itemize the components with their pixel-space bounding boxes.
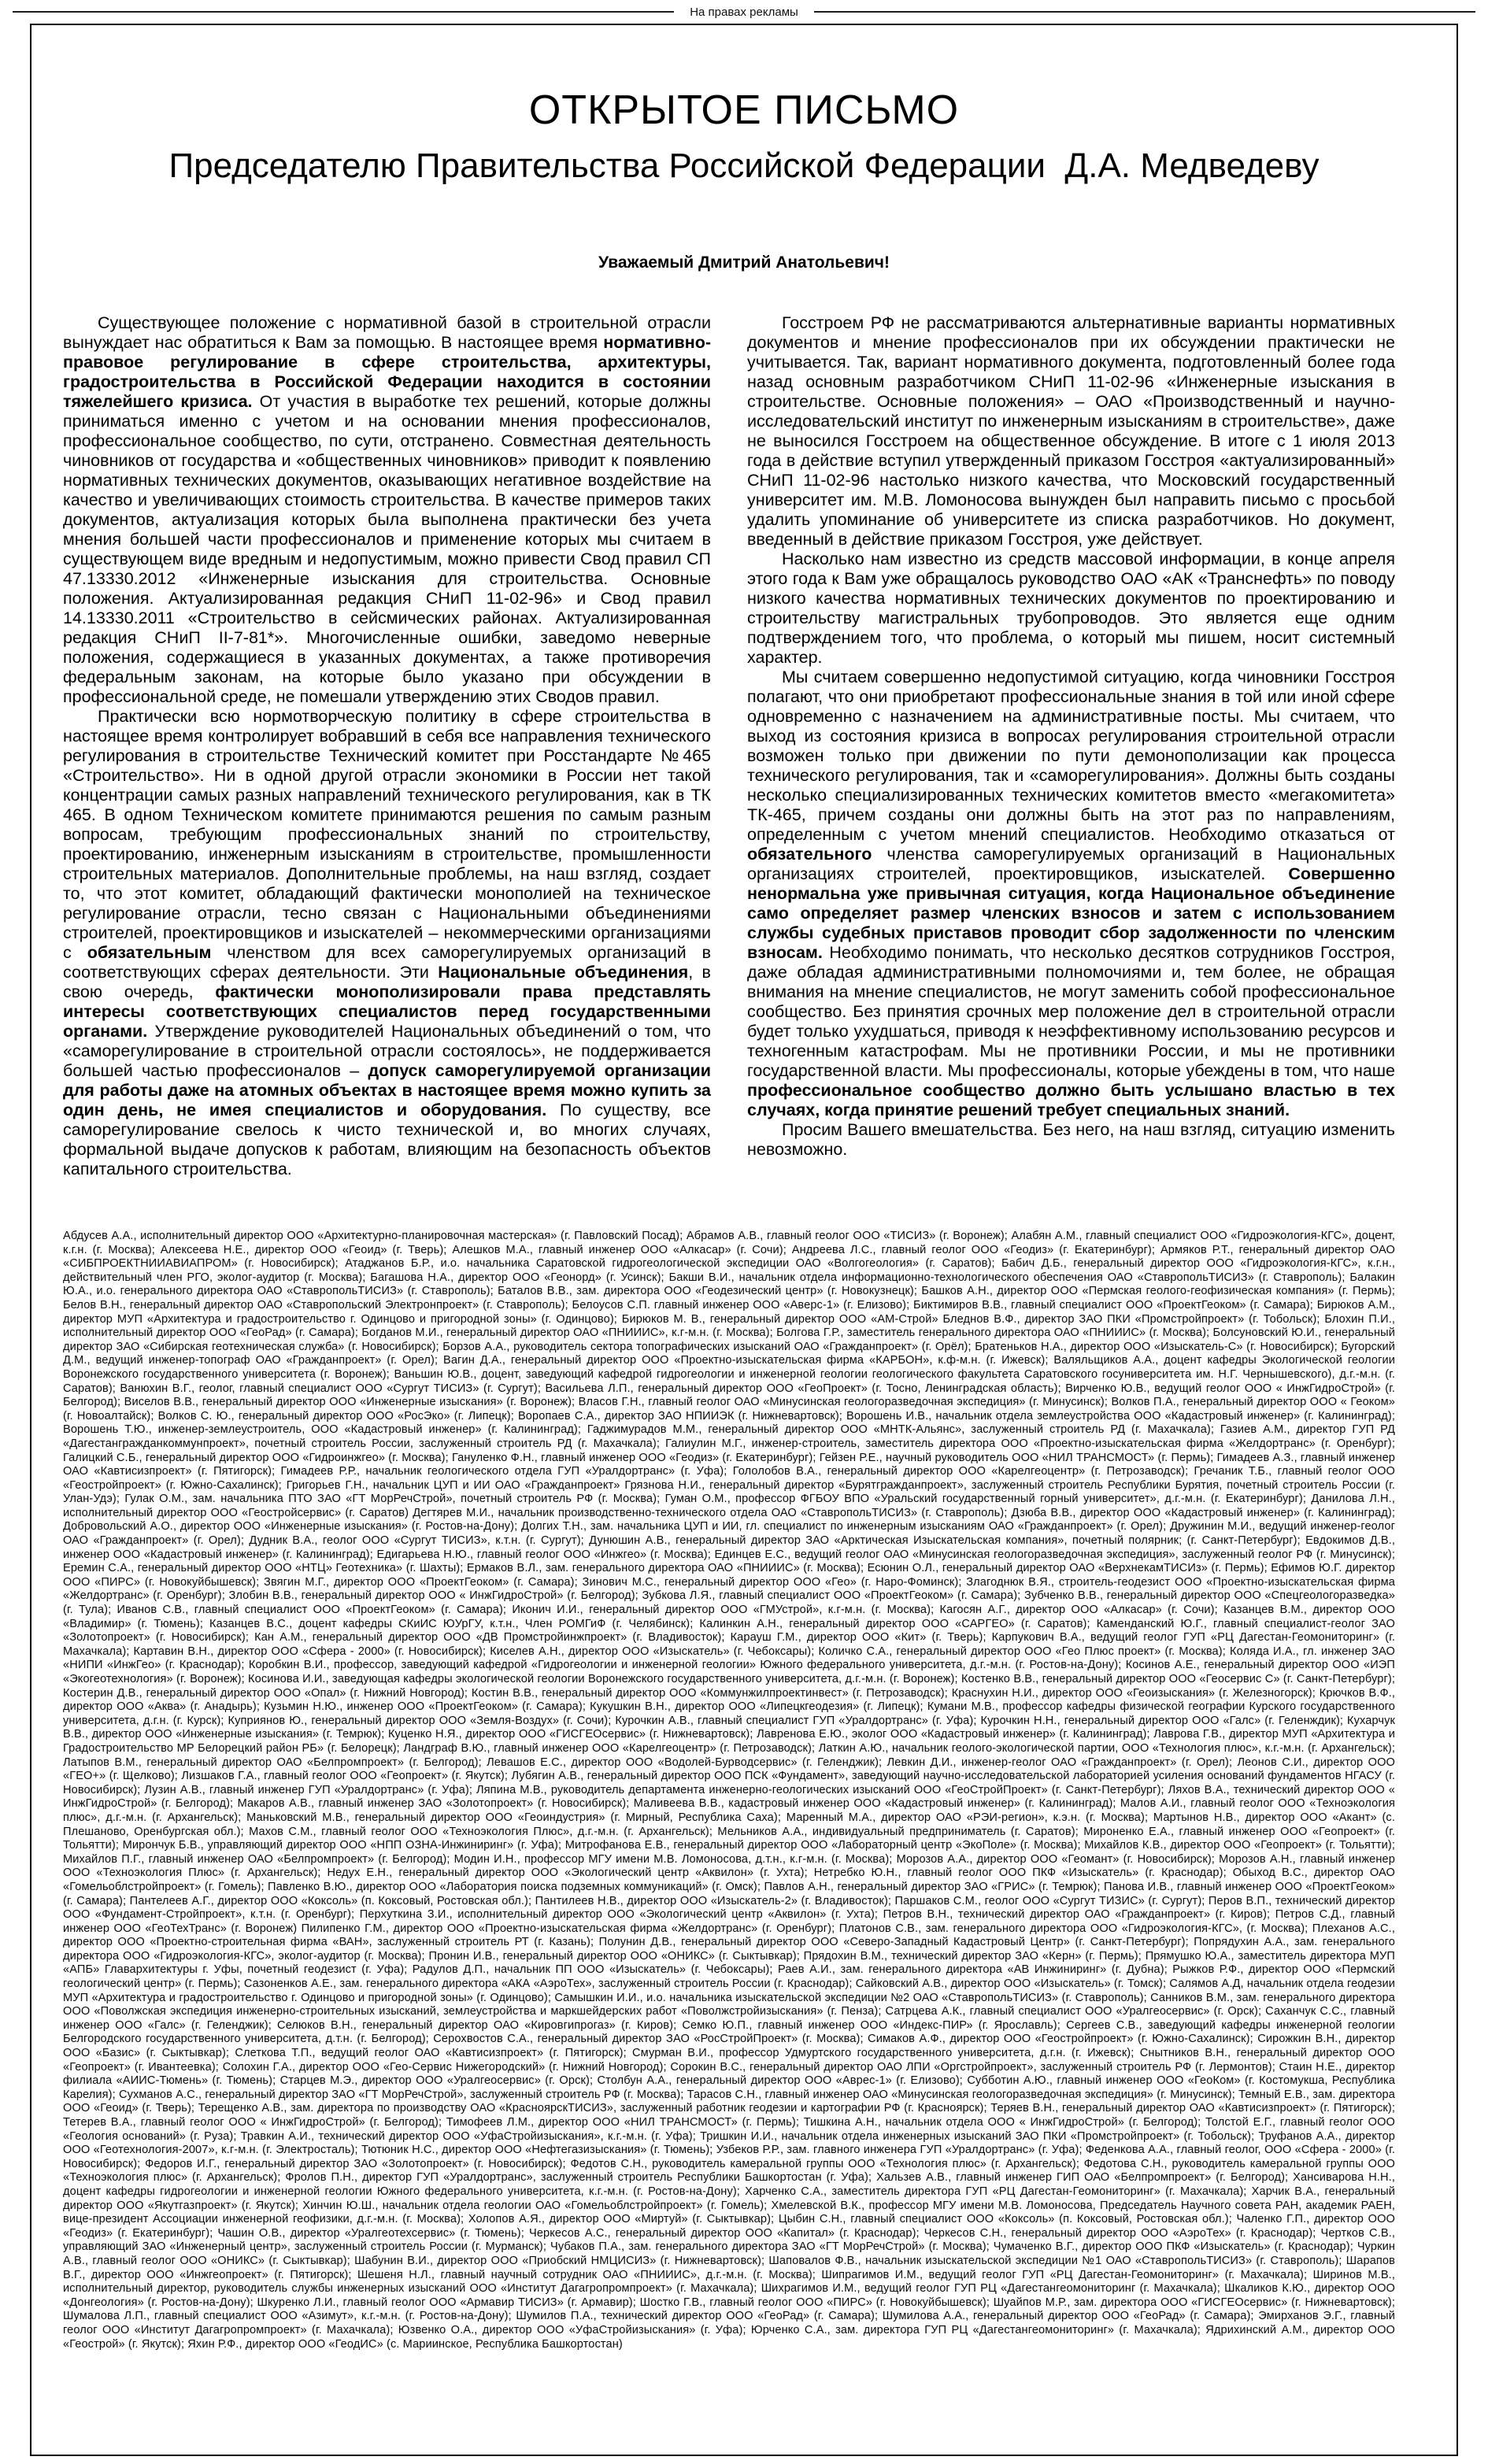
letter-column-right <box>747 313 1395 1179</box>
rule-line-left <box>13 11 674 13</box>
letter-subtitle: Председателю Правительства Российской Федерации Д.А. Медведеву <box>168 146 1320 185</box>
paragraph-segment: Необходимо понимать, что несколько десятков сотрудников Госстроя, даже обладая административными полномочиями и, тем более, не обращая внимания на мнение специалистов, не могут заменить собой профессиональное сообщество. Без принятия срочных мер положение дел в строительной отрасли будет только ухудшаться, приводя к неэффективному использованию ресурсов и техногенным катастрофам. Мы не противники России, и мы не противники государственной власти. Мы профессионалы, которые убеждены в том, что наше <box>747 943 1395 1080</box>
paragraph-segment: Существующее положение с нормативной базой в строительной отрасли вынуждает нас обратиться к Вам за помощью. В настоящее время <box>63 313 711 352</box>
paragraph-segment: профессиональное сообщество должно быть услышано властью в тех случаях, когда принятие решений требует специальных знаний. <box>747 1081 1395 1119</box>
paragraph-segment: членством для всех саморегулируемых организаций в соответствующих сферах деятельности. Эти <box>63 943 711 982</box>
paragraph-segment: Просим Вашего вмешательства. Без него, на наш взгляд, ситуацию изменить невозможно. <box>747 1120 1395 1159</box>
paragraph-segment: Мы считаем совершенно недопустимой ситуацию, когда чиновники Госстроя полагают, что они приобретают профессиональные знания в той или иной сфере одновременно с назначением на административные посты. Мы считаем, что выход из состояния кризиса в вопросах регулирования строительной отрасли возможен только при движении по пути демонополизации как процесса технического регулирования, так и «саморегулирования». Должны быть созданы несколько специализированных технических комитетов вместо «мегакомитета» ТК-465, причем созданы они должны быть на этот раз по направлениям, определенным с учетом мнений специалистов. Необходимо отказаться от <box>747 668 1395 844</box>
letter-paragraph <box>63 313 711 707</box>
paragraph-segment: Национальные объединения <box>438 963 689 982</box>
paragraph-segment: Практически всю нормотворческую политику в сфере строительства в настоящее время контролирует вобравший в себя все направления технического регулирования в строительстве Технический комитет при Росстандарте №465 «Строительство». Ни в одной другой отрасли экономики в России нет такой концентрации самых разных направлений технического регулирования, как в ТК 465. В одном Техническом комитете принимаются решения по самым разным вопросам, требующим профессиональных знаний по строительству, проектированию, инженерным изысканиям в строительстве, промышленности строительных материалов. Дополнительные проблемы, на наш взгляд, создает то, что этот комитет, обладающий фактически монополией на техническое регулирование отрасли, тесно связан с Национальными объединениями строителей, проектировщиков и изыскателей – некоммерческими организациями с <box>63 707 711 962</box>
letter-column-left <box>63 313 711 1179</box>
rule-line-right <box>814 11 1475 13</box>
ad-notice-label: На правах рекламы <box>690 5 798 19</box>
paragraph-segment: нормативно-правовое регулирование в сфере строительства, архитектуры, градостроительства в Российской Федерации находится в состоянии тяжелейшего кризиса. <box>63 333 711 411</box>
paragraph-segment: Госстроем РФ не рассматриваются альтернативные варианты нормативных документов и мнение профессионалов при их обсуждении практически не учитывается. Так, вариант нормативного документа, подготовленный более года назад основным разработчиком СНиП 11-02-96 «Инженерные изыскания в строительстве. Основные положения» – ОАО «Производственный и научно-исследовательский институт по инженерным изысканиям в строительстве», даже не выносился Госстроем на общественное обсуждение. В итоге с 1 июля 2013 года в действие вступил утвержденный приказом Госстроя «актуализированный» СНиП 11-02-96 настолько низкого качества, что Московский государственный университет им. М.В. Ломоносова вынужден был направить письмо с просьбой удалить упоминание об университете из списка разработчиков. Но документ, введенный в действие приказом Госстроя, уже действует. <box>747 313 1395 549</box>
paragraph-segment: По существу, все саморегулирование свелось к чисто технической и, во многих случаях, формальной выдаче допусков к работам, влияющим на безопасность объектов капитального строительства. <box>63 1101 711 1178</box>
paragraph-segment: допуск саморегулируемой организации для работы даже на атомных объектах в настоящее время можно купить за один день, не имея специалистов и оборудования. <box>63 1061 711 1119</box>
paragraph-segment: Утверждение руководителей Национальных объединений о том, что «саморегулирование в строительной отрасли состоялось», не поддерживается большей частью профессионалов – <box>63 1022 711 1080</box>
letter-paragraph <box>747 1120 1395 1160</box>
signatures-text: Абдусев А.А., исполнительный директор ООО «Архитектурно-планировочная мастерская» (г. Павловский Посад); Абрамов А.В., главный геолог ООО «ТИСИЗ» (г. Воронеж); Алабян А.М., главный специалист ООО «Гидроэкология-КГС», доцент, к.г.н. (г. Москва); Алексеева Н.Е., директор ООО «Геоид» (г. Тверь); Алешков М.А., главный инженер ООО «Алкасар» (г. Сочи); Андреева Л.С., главный геолог ООО «Геодиз» (г. Екатеринбург); Армяков Р.Т., генеральный директор ОАО «СИБПРОЕКТНИИАВИАПРОМ» (г. Новосибирск); Атаджанов Б.Р., и.о. начальника Саратовской гидрогеологической экспедиции ОАО «Волгогеология» (г. Саратов); Бабич Д.Б., генеральный директор ООО «Гидроэкология-КГС», к.г.н., действительный член РГО, эколог-аудитор (г. Москва); Багашова Н.А., директор ООО «Геонорд» (г. Усинск); Бакши В.И., начальник отдела информационно-технологического обеспечения ОАО «СтавропольТИСИЗ» (г. Ставрополь); Балакин Ю.А., и.о. генерального директора ОАО «СтавропольТИСИЗ» (г. Ставрополь); Баталов В.В., зам. директора ООО «Геодезический центр» (г. Новокузнецк); Башков А.Н., директор ООО «Пермская геолого-геофизическая компания» (г. Пермь); Белов В.Н., генеральный директор ОАО «Ставропольский Электронпроект» (г. Ставрополь); Белоусов С.П. главный инженер ООО «Аверс-1» (г. Елизово); Биктимиров В.В., главный специалист ООО «ПроектГеоком» (г. Самара); Бирюков А.М., директор МУП «Архитектура и градостроительство г. Одинцово и пригородной зоны» (г. Одинцово); Бирюков М. В., генеральный директор ООО «АМ-Строй» Бледнов В.Ф., директор ЗАО ПКИ «Промстройпроект» (г. Тобольск); Блохин П.И., исполнительный директор ООО «ГеоРад» (г. Самара); Богданов М.И., генеральный директор ОАО «ПНИИИС», к.г-м.н. (г. Москва); Болгова Г.Р., заместитель генерального директора ОАО «ПНИИИС» (г. Москва); Болсуновский Ю.И., генеральный директор ЗАО «Сибирская геотехническая служба» (г. Новосибирск); Борзов А.А., руководитель сектора топографических изысканий ОАО «Гражданпроект» (г. Орёл); Братеньков Н.А., директор ООО «Изыскатель-С» (г. Новосибирск); Бугорский Д.М., ведущий инженер-топограф ОАО «Гражданпроект» (г. Орел); Вагин Д.А., генеральный директор ООО «Проектно-изыскательская фирма «КАРБОН», к.ф-м.н. (г. Ижевск); Валяльщиков А.А., доцент кафедры Экологической геологии Воронежского государственного университета (г. Воронеж); Ваньшин Ю.В., доцент, заведующий кафедрой гидрогеологии и инженерной геологии геологического факультета Саратовского госуниверситета им. Н.Г. Чернышевского), д.г.-м.н. (г. Саратов); Ванюхин В.Г., геолог, главный специалист ООО «Сургут ТИСИЗ» (г. Сургут); Васильева Л.П., генеральный директор ООО «ГеоПроект» (г. Тосно, Ленинградская область); Вирченко Ю.В., ведущий геолог ООО « ИнжГидроСтрой» (г. Белгород); Виселов В.В., генеральный директор ООО «Инженерные изыскания» (г. Воронеж); Власов Г.Н., главный геолог ОАО «Минусинская геологоразведочная экспедиция» (г. Минусинск); Волков П.А., генеральный директор ООО « Геоком» (г. Новоалтайск); Волков С. Ю., генеральный директор ООО «РосЭко» (г. Липецк); Воропаев С.А., директор ЗАО НПИИЭК (г. Нижневартовск); Ворошень И.В., начальник отдела землеустройства ООО «Кадастровый инженер» (г. Калининград); Ворошень Т.Ю., инженер-землеустроитель, ООО «Кадастровый инженер» (г. Калининград); Гаджимурадов М.М., генеральный директор ООО «МНТК-Альянс», заслуженный строитель РД (г. Махачкала); Газиев А.М., директор ГУП РД «Дагестангражданкоммунпроект», почетный строитель России, заслуженный строитель РД (г. Махачкала); Галиулин М.Г., инженер-строитель, заместитель директора ООО «Проектно-изыскательская фирма «Желдортранс» (г. Оренбург); Галицкий С.Б., генеральный директор ООО «Гидроинжгео» (г. Москва); Гануленко Ф.Н., главный инженер ООО «Геодиз» (г. Екатеринбург); Гейзен Р.Е., научный руководитель ООО «НИЛ ТРАНСМОСТ» (г. Пермь); Гимадеев А.З., главный инженер ОАО «Кавтисизпроект» (г. Пятигорск); Гимадеев Р.Р., начальник геологического отдела ГУП «Уралдортранс» (г. Уфа); Гололобов В.А., генеральный директор ООО «Карелгеоцентр» (г. Петрозаводск); Гречаник Т.Б., главный геолог ООО «Геостройпроект» (г. Южно-Сахалинск); Григорьев Г.Н., начальник ЦУП и ИИ ОАО «Гражданпроект» Грязнова Н.И., генеральный директор «Бурятгражданпроект», заслуженный строитель Республики Бурятия, почетный строитель России (г. Улан-Удэ); Гулак О.М., зам. начальника ПТО ЗАО «ГТ МорРечСтрой», почетный строитель РФ (г. Москва); Гуман О.М., профессор ФГБОУ ВПО «Уральский государственный горный университет», д.г.-м.н. (г. Екатеринбург); Данилова Л.Н., исполнительный директор ООО «Геостройсервис» (г. Саратов) Дегтярев М.И., начальник производственно-технического отдела ОАО «СтавропольТИСИЗ» (г. Ставрополь); Дзюба В.В., директор ООО «Кадастровый инженер» (г. Калининград); Добровольский А.О., директор ООО «Инженерные изыскания» (г. Ростов-на-Дону); Долгих Т.Н., зам. начальника ЦУП и ИИ, гл. специалист по инженерным изысканиям ОАО «Гражданпроект» (г. Орел); Дружинин М.И., ведущий инженер-геолог ОАО «Гражданпроект» (г. Орел); Дудник В.А., геолог ООО «Сургут ТИСИЗ», к.т.н. (г. Сургут); Дунюшин А.В., генеральный директор ЗАО «Арктическая Изыскательская компания», почетный полярник; (г. Санкт-Петербург); Евдокимов Д.В., инженер ООО «Кадастровый инженер» (г. Калининград); Едигарьева Н.Ю., главный геолог ООО «Инжгео» (г. Москва); Единцев Е.С., ведущий геолог ОАО «Минусинская геологоразведочная экспедиция», заслуженный геолог РФ (г. Минусинск); Еремин С.А., генеральный директор ООО «НТЦ» Геотехника» (г. Шахты); Ермаков В.Л., зам. генерального директора ОАО «ПНИИИС» (г. Москва); Есюнин О.Л., генеральный директор ОАО «ВерхнекамТИСИз» (г. Пермь); Ефимов Ю.Г. директор ООО «ПИРС» (г. Новокуйбышевск); Звягин М.Г., директор ООО «ПроектГеоком» (г. Самара); Зинович М.С., генеральный директор ООО «Гео» (г. Наро-Фоминск); Злагоднюк В.Я., строитель-геодезист ООО «Проектно-изыскательская фирма «Желдортранс» (г. Оренбург); Злобин В.В., генеральный директор ООО « ИнжГидроСтрой» (г. Белгород); Зубкова Л.Я., главный специалист ООО «ПроектГеоком» (г. Самара); Зубченко В.В., генеральный директор ООО «Спецгеологоразведка» (г. Тула); Иванов С.В., главный специалист ООО «ПроектГеоком» (г. Самара); Иконич И.И., генеральный директор ООО «ГМУстрой», к.г-м.н. (г. Москва); Кагосян А.Г., директор ООО «Алкасар» (г. Сочи); Казанцев В.М., директор ООО «Владимир» (г. Тюмень); Казанцев В.С., доцент кафедры СКиИС ЮУрГУ, к.т.н., Член РОМГиФ (г. Челябинск); Калинкин А.Н., генеральный директор ООО «САРГЕО» (г. Саратов); Каменданский Ю.Г., главный специалист-геолог ЗАО «Золотопроект» (г. Новосибирск); Кан А.М., генеральный директор ООО «ДВ Промстройинжпроект» (г. Владивосток); Карауш Г.М., директор ООО «Кит» (г. Тверь); Карпукович В.А., ведущий геолог ГУП «РЦ Дагестан-Геомониторинг» (г. Махачкала); Картавин В.Н., директор ООО «Сфера - 2000» (г. Новосибирск); Киселев А.Н., директор ООО «Изыскатель» (г. Чебоксары); Количко С.А., генеральный директор ООО «Гео Плюс проект» (г. Москва); Коляда И.А., гл. инженер ЗАО «НИПИ «ИнжГео» (г. Краснодар); Коробкин В.И., профессор, заведующий кафедрой «Гидрогеологии и инженерной геологии» Южного федерального университета, д.г.-м.н. (г. Ростов-на-Дону); Косинов А.Е., генеральный директор ООО «ИЭП «Экогеотехнология» (г. Воронеж); Косинова И.И., заведующая кафедры экологической геологии Воронежского государственного университета, д.г.-м.н. (г. Воронеж); Костенко В.В., генеральный директор ООО «Геосервис С» (г. Санкт-Петербург); Костерин Д.В., генеральный директор ООО «Опал» (г. Нижний Новгород); Костин В.В., генеральный директор ООО «Коммунжилпроектинвест» (г. Петрозаводск); Краснухин Н.И., директор ООО «Геоизыскания» (г. Железногорск); Крючков В.Ф., директор ООО «Аква» (г. Анадырь); Кузьмин Н.Ю., инженер ООО «ПроектГеоком» (г. Самара); Кукушкин В.Н., директор ООО «Липецкгеодезия» (г. Липецк); Кумани М.В., профессор кафедры физической географии Курского государственного университета, д.г.н. (г. Курск); Куприянов Ю., генеральный директор ООО «Земля-Воздух» (г. Сочи); Курочкин А.В., главный специалист ГУП «Уралдортранс» (г. Уфа); Курочкин Н.Н., генеральный директор ООО «Галс» (г. Геленждик); Кухарчук В.В., директор ООО «Инженерные изыскания» (г. Темрюк); Куценко Н.Я., директор ООО «ГИСГЕОсервис» (г. Нижневартовск); Лавренова Е.Ю., эколог ООО «Кадастровый инженер» (г. Калининград); Лаврова Г.В., директор МУП «Архитектура и Градостроительство МР Белорецкий район РБ» (г. Белорецк); Ландграф В.Ю., главный инженер ООО «Карелгеоцентр» (г. Петрозаводск); Латкин А.Ю., начальник геолого-экологической партии, ООО «Технология плюс», к.г.-м.н. (г. Архангельск); Латыпов В.М., генеральный директор ОАО «Белпромпроект» (г. Белгород); Левашов Е.С., директор ООО «Водолей-Бурводсервис» (г. Геленджик); Левкин Д.И., инженер-геолог ОАО «Гражданпроект» (г. Орел); Леонов С.И., директор ООО «ГЕО+» (г. Щелково); Лизшаков Г.А., главный геолог ООО «Геопроект» (г. Якутск); Лубягин А.В., генеральный директор ООО ПСК «Фундамент», заведующий научно-исследовательской лабораторией усиления оснований фундаментов НГАСУ (г. Новосибирск); Лузин А.В., главный инженер ГУП «Уралдортранс» (г. Уфа); Ляпина М.В., руководитель департамента инженерно-геологических изысканий ООО «ГеоСтройПроект» (г. Санкт-Петербург); Ляхов В.А., технический директор ООО « ИнжГидроСтрой» (г. Белгород); Макаров А.В., главный инженер ЗАО «Золотопроект» (г. Новосибирск); Маливеева В.В., кадастровый инженер ООО «Кадастровый инженер» (г. Калининград); Малов А.И., главный геолог ООО «Техноэкология плюс», д.г.-м.н. (г. Архангельск); Маньковский М.В., генеральный директор ООО «Геоиндустрия» (г. Мирный, Республика Саха); Маренный М.А., директор ОАО «РЭИ-регион», к.э.н. (г. Москва); Мартынов Н.В., директор ООО «Акант» (с. Плешаново, Оренбургская обл.); Махов С.М., главный геолог ООО «Техноэкология Плюс», д.г.-м.н. (г. Архангельск); Мельников А.А., индивидуальный предприниматель (г. Саратов); Мироненко Е.А., главный инженер ООО «Геопроект» (г. Тольятти); Мирончук Б.В., управляющий директор ООО «НПП ОЗНА-Инжиниринг» (г. Уфа); Митрофанова Е.В., генеральный директор ООО «Лабораторный центр «ЭкоПоле» (г. Москва); Михайлов К.В., директор ООО «Геопроект» (г. Тольятти); Михайлов П.Г., главный инженер ОАО «Белпромпроект» (г. Белгород); Модин И.Н., профессор МГУ имени М.В. Ломоносова, д.т.н., к.г-м.н. (г. Москва); Морозов А.А., директор ООО «Геомант» (г. Новосибирск); Морозов А.Н., главный инженер ООО «Техноэкология Плюс» (г. Архангельск); Недух Е.Н., генеральный директор ООО «Экологический центр «Аквилон» (г. Ухта); Нетребко Ю.Н., главный геолог ООО ПКФ «Изыскатель» (г. Краснодар); Обыход В.С., директор ОАО «Гомельоблстройпроект» (г. Гомель); Павленко В.Ю., директор ООО «Лаборатория поиска подземных коммуникаций» (г. Омск); Павлов А.Н., генеральный директор ЗАО «ГРИС» (г. Темрюк); Панова И.В., главный инженер ООО «ПроектГеоком» (г. Самара); Пантелеев А.Г., директор ООО «Коксоль» (п. Коксовый, Ростовская обл.); Пантилеев Н.В., директор ООО «Изыскатель-2» (г. Владивосток); Паршаков С.М., геолог ООО «Сургут ТИЗИС» (г. Сургут); Перов В.П., технический директор ООО «Фундамент-Стройпроект», к.т.н. (г. Оренбург); Перхуткина З.И., исполнительный директор ООО «Экологический центр «Аквилон» (г. Ухта); Петров В.Н., технический директор ОАО «Гражданпроект» (г. Киров); Петров С.Д., главный инженер ООО «ГеоТехТранс» (г. Воронеж) Пилипенко Г.М., директор ООО «Проектно-изыскательская фирма «Желдортранс» (г. Оренбург); Платонов С.В., зам. генерального директора ООО «Гидроэкология-КГС», (г. Москва); Плеханов А.С., директор ООО «Проектно-строительная фирма «ВАН», заслуженный строитель РТ (г. Казань); Полунин Д.В., генеральный директор ООО «Северо-Западный Кадастровый Центр» (г. Санкт-Петербург); Попрядухин А.А., зам. генерального директора ООО «Гидроэкология-КГС», эколог-аудитор (г. Москва); Пронин И.В., генеральный директор ООО «ОНИКС» (г. Сыктывкар); Прядохин В.М., технический директор ЗАО «Керн» (г. Пермь); Прямушко Ю.А., заместитель директора МУП «АПБ» Главархитектуры г. Уфы, почетный геодезист (г. Уфа); Радулов Д.П., начальник ПП ООО «Изыскатель» (г. Чебоксары); Раев А.И., зам. генерального директора «АВ Инжиниринг» (г. Дубна); Рыжков Р.Ф., директор ООО «Пермский геологический центр» (г. Пермь); Сазоненков А.Е., зам. генерального директора «АКА «АэроТех», заслуженный строитель России (г. Краснодар); Сайковский А.В., директор ООО «Изыскатель» (г. Томск); Салямов А.Д, начальник отдела геодезии МУП «Архитектура и градостроительство г. Одинцово и пригородной зоны» (г. Одинцово); Самышкин И.И., и.о. начальника изыскательской экспедиции №2 ОАО «СтавропольТИСИЗ» (г. Ставрополь); Санников В.М., зам. генерального директора ООО «Поволжская экспедиция инженерно-строительных изысканий, землеустройства и маркшейдерских работ «Поволжстройизыскания» (г. Пенза); Сатрцева А.К., главный специалист ООО «Уралгеосервис» (г. Орск); Саханчук С.С., главный инженер ООО «Галс» (г. Геленджик); Селюков В.Н., генеральный директор ОАО «Кировгипрогаз» (г. Киров); Семко Ю.П., главный инженер ООО «Индекс-ПИР» (г. Ярославль); Сергеев С.В., заведующий кафедры инженерной геологии Белгородского государственного университета, д.т.н. (г. Белгород); Серохвостов С.А., генеральный директор ЗАО «РосСтройПроект» (г. Москва); Симаков А.Ф., директор ООО «Геостройпроект» (г. Южно-Сахалинск); Сирожкин В.Н., директор ООО «Базис» (г. Сыктывкар); Слеткова Т.П., ведущий геолог ОАО «Кавтисизпроект» (г. Пятигорск); Смурман В.И., профессор Удмуртского государственного университета, д.г.н. (г. Ижевск); Снытников В.Н., генеральный директор ООО «Геопроект» (г. Ивантеевка); Солохин Г.А., директор ООО «Гео-Сервис Нижегородский» (г. Нижний Новгород); Сорокин В.С., генеральный директор ОАО ЛПИ «Оргстройпроект», заслуженный строитель РФ (г. Лермонтов); Стаин Н.Е., директор филиала «АИИС-Тюмень» (г. Тюмень); Старцев М.Э., директор ООО «Уралгеосервис» (г. Орск); Столбун А.А., генеральный директор ООО «Аврес-1» (г. Елизово); Субботин А.Ю., главный инженер ООО «ГеоКом» (г. Костомукша, Республика Карелия); Сухманов А.С., генеральный директор ЗАО «ГТ МорРечСтрой», заслуженный строитель РФ (г. Москва); Тарасов С.Н., главный инженер ОАО «Минусинская геологоразведочная экспедиция» (г. Минусинск); Темный Е.В., зам. директора ООО «Геоид» (г. Тверь); Терещенко А.В., зам. директора по производству ОАО «КрасноярскТИСИЗ», заслуженный работник геодезии и картографии РФ (г. Красноярск); Теряев В.Н., генеральный директор ОАО «Кавтисизпроект» (г. Пятигорск); Тетерев В.А., главный геолог ООО « ИнжГидроСтрой» (г. Белгород); Тимофеев Л.М., директор ООО «НИЛ ТРАНСМОСТ» (г. Пермь); Тишкина А.Н., начальник отдела ООО « ИнжГидроСтрой» (г. Белгород); Толстой Е.Г., главный геолог ООО «Геология оснований» (г. Руза); Травкин А.И., технический директор ООО «УфаСтройизыскания», к.г.-м.н. (г. Уфа); Тришкин И.И., начальник отдела инженерных изысканий ЗАО ПКИ «Промстройпроект» (г. Тобольск); Труфанов А.А., директор ООО «Геотехнология-2007», к.г-м.н. (г. Электросталь); Тютюник Н.С., директор ООО «Нефтегазизыскания» (г. Тюмень); Узбеков Р.Р., зам. главного инженера ГУП «Уралдортранс» (г. Уфа); Феденкова А.А., главный геолог, ООО «Сфера - 2000» (г. Новосибирск); Федоров И.Г., генеральный директор ЗАО «Золотопроект» (г. Новосибирск); Федотов С.Н., руководитель камеральной группы ООО «Технология плюс» (г. Архангельск); Федотова С.Н., руководитель камеральной группы ООО «Техноэкология плюс» (г. Архангельск); Фролов П.Н., директор ГУП «Уралдортранс», заслуженный строитель Республики Башкортостан (г. Уфа); Хальзев А.В., главный инженер ГИП ОАО «Белпромпроект» (г. Белгород); Хансиварова Н.Н., доцент кафедры гидрогеологии и инженерной геологии Южного федерального университета, к.г.-м.н. (г. Ростов-на-Дону); Харченко С.А., заместитель директора ГУП «РЦ Дагестан-Геомониторинг» (г. Махачкала); Харчик В.А., генеральный директор ООО «Якутгазпроект» (г. Якутск); Хинчин Ю.Ш., начальник отдела геологии ОАО «Гомельоблстройпроект» (г. Гомель); Хмелевской В.К., профессор МГУ имени М.В. Ломоносова, Председатель Научного совета РАН, академик РАЕН, вице-президент Ассоциации инженерной геофизики, д.г.-м.н. (г. Москва); Холопов А.Я., директор ООО «Миртуй» (г. Сыктывкар); Цыбин С.Н., главный специалист ООО «Коксоль» (п. Коксовый, Ростовская обл.); Чаленко Г.П., директор ООО «Геодиз» (г. Екатеринбург); Чашин О.В., директор «Уралгеотехсервис» (г. Тюмень); Черкесов А.С., генеральный директор ООО «Капитал» (г. Краснодар); Черкесов С.Н., генеральный директор ООО «АэроТех» (г. Краснодар); Чертков С.В., управляющий ЗАО «Инженерный центр», заслуженный строитель России (г. Мурманск); Чубаков П.А., зам. генерального директора ЗАО «ГТ МорРечСтрой» (г. Москва); Чумаченко В.Г., директор ООО ПКФ «Изыскатель» (г. Краснодар); Чуркин А.В., главный геолог ООО «ОНИКС» (г. Сыктывкар); Шабунин В.И., директор ООО «Приобский НМЦИСИЗ» (г. Нижневартовск); Шаповалов Ф.В., начальник изыскательской экспедиции №1 ОАО «СтавропольТИСИЗ» (г. Ставрополь); Шарапов В.Г., директор ООО «Инжгеопроект» (г. Пятигорск); Шешеня Н.Л., главный научный сотрудник ОАО «ПНИИИС», д.г.-м.н. (г. Москва); Шипрагимов И.М., ведущий геолог ГУП «РЦ Дагестан-Геомониторинг» (г. Махачкала); Ширинов М.В., исполнительный директор, руководитель службы инженерных изысканий ООО «Институт Дагагропромпроект» (г. Махачкала); Шихрагимов И.М., ведущий геолог ГУП РЦ «Дагестангеомониторинг (г. Махачкала); Шкаликов К.Ю., директор ООО «Донгеология» (г. Ростов-на-Дону); Шкуренко Л.И., главный геолог ООО «Армавир ТИСИЗ» (г. Армавир); Шостко Г.В., главный геолог ООО «ПИРС» (г. Новокуйбышевск); Шуайпов М.Р., зам. директора ООО «ГИСГЕОсервис» (г. Нижневартовск); Шумалова Л.П., главный специалист ООО «Азимут», к.г.-м.н. (г. Ростов-на-Дону); Шумилов П.А., технический директор ООО «ГеоРад» (г. Самара); Шумилова А.А., генеральный директор ООО «ГеоРад» (г. Самара); Эмирханов Э.Г., главный геолог ООО «Институт Дагагропромпроект» (г. Махачкала); Юзвенко О.А., директор ООО «УфаСтройизыскания» (г. Уфа); Юрченко С.А., зам. директора ГУП РЦ «Дагестангеомониторинг» (г. Махачкала); Ядрихинский А.М., директор ООО «Геострой» (г. Якутск); Яхин Р.Ф., директор ООО «ГеодИС» (с. Мариинское, Республика Башкортостан) <box>63 1230 1395 2351</box>
paragraph-segment: обязательным <box>87 943 212 962</box>
paragraph-segment: Насколько нам известно из средств массовой информации, в конце апреля этого года к Вам уже обращалось руководство ОАО «АК «Транснефть» по поводу низкого качества нормативных технических документов по проектированию и строительству магистральных трубопроводов. Это является еще одним подтверждением того, что проблема, о который мы пишем, носит системный характер. <box>747 549 1395 667</box>
paragraph-segment: Совершенно ненормальна уже привычная ситуация, когда Национальное объединение само определяет размер членских взносов и затем с использованием службы судебных приставов проводит сбор задолженности по членским взносам. <box>747 864 1395 962</box>
letter-paragraph <box>63 707 711 1179</box>
letter-paragraph <box>747 668 1395 1120</box>
paragraph-segment: членства саморегулируемых организаций в Национальных организациях строителей, проектировщиков, изыскателей. <box>747 845 1395 883</box>
paragraph-segment: обязательного <box>747 845 872 864</box>
letter-body <box>63 313 1395 1179</box>
paragraph-segment: , в свою очередь, <box>63 963 711 1001</box>
paragraph-segment: От участия в выработке тех решений, которые должны приниматься именно с учетом и на основании мнения профессионалов, профессиональное сообщество, по сути, отстранено. Совместная деятельность чиновников от государства и «общественных чиновников» приводит к появлению нормативных технических документов, оказывающих негативное воздействие на качество и увеличивающих стоимость строительства. В качестве примеров таких документов, актуализация которых была выполнена практически без учета мнения большей части профессионалов и применение которых мы считаем в существующем виде вредным и недопустимым, можно привести Свод правил СП 47.13330.2012 «Инженерные изыскания для строительства. Основные положения. Актуализированная редакция СНиП 11-02-96» и Свод правил 14.13330.2011 «Строительство в сейсмических районах. Актуализированная редакция СНиП II-7-81*». Многочисленные ошибки, заведомо неверные положения, содержащиеся в указанных документах, а также противоречия федеральным законам, на которые было указано при обсуждении в профессиональной среде, не помешали утверждению этих Сводов правил. <box>63 392 711 706</box>
letter-frame <box>30 24 1458 2456</box>
salutation: Уважаемый Дмитрий Анатольевич! <box>598 253 890 272</box>
ad-notice-strip <box>0 0 1488 24</box>
paragraph-segment: фактически монополизировали права представлять интересы соответствующих специалистов перед государственными органами. <box>63 982 711 1041</box>
letter-paragraph <box>747 549 1395 668</box>
letter-paragraph <box>747 313 1395 549</box>
letter-title: ОТКРЫТОЕ ПИСЬМО <box>528 87 960 133</box>
